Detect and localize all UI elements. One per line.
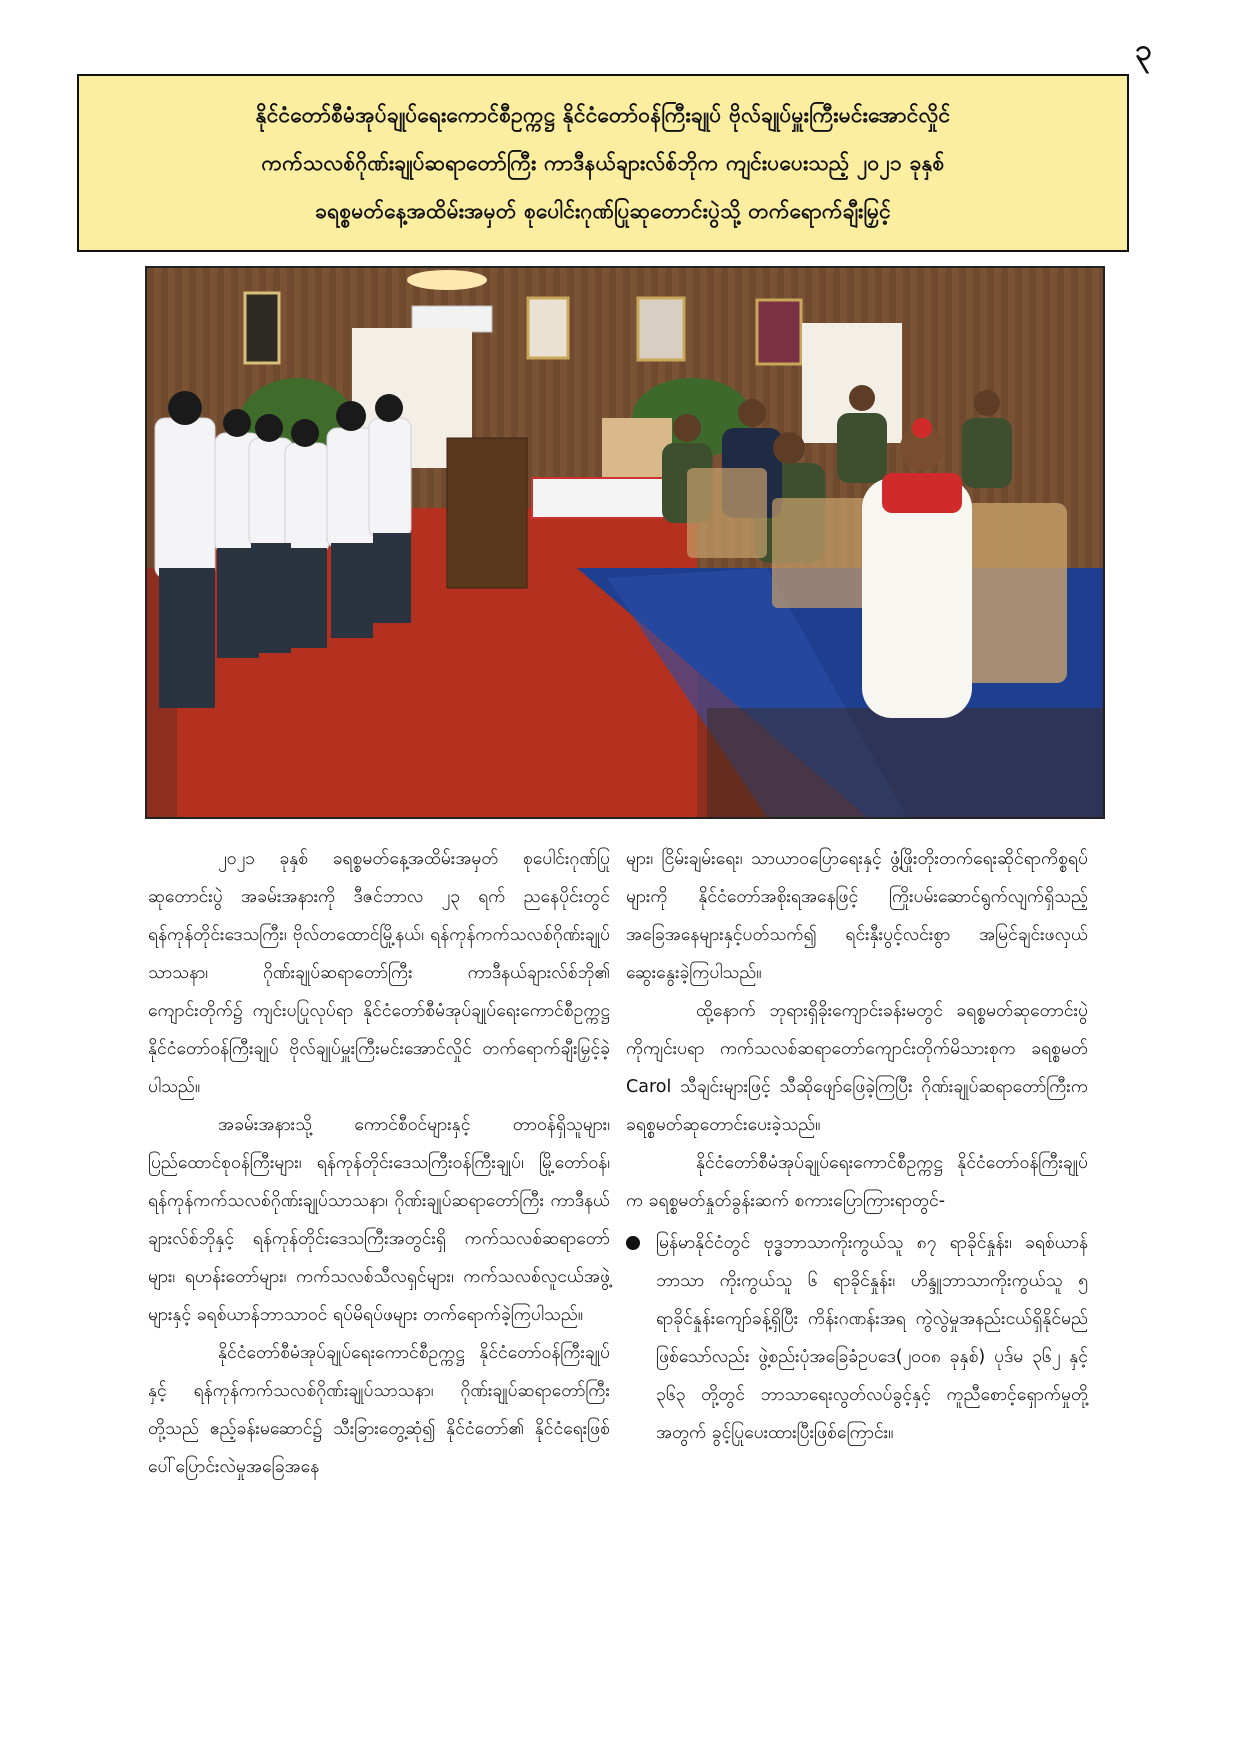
article-column-right [626, 840, 1088, 1452]
article-paragraph: ၂၀၂၁ ခုနှစ် ခရစ္စမတ်နေ့အထိမ်းအမှတ် စုပေါင်းဂုဏ်ပြုဆုတောင်းပွဲ အခမ်းအနားကို ဒီဇင်ဘာလ ၂၃ ရက် ညနေပိုင်းတွင် ရန်ကုန်တိုင်းဒေသကြီး၊ ဗိုလ်တထောင်မြို့နယ်၊ ရန်ကုန်ကက်သလစ်ဂိုဏ်းချုပ်သာသနာ၊ ဂိုဏ်းချုပ်ဆရာတော်ကြီး ကာဒီနယ်ချားလ်စ်ဘို၏ ကျောင်းတိုက်၌ ကျင်းပပြုလုပ်ရာ နိုင်ငံတော်စီမံအုပ်ချုပ်ရေးကောင်စီဥက္ကဋ္ဌ နိုင်ငံတော်ဝန်ကြီးချုပ် ဗိုလ်ချုပ်မှူးကြီးမင်းအောင်လှိုင် တက်ရောက်ချီးမြှင့်ခဲ့ပါသည်။ [148, 849, 610, 1097]
article-paragraph: နိုင်ငံတော်စီမံအုပ်ချုပ်ရေးကောင်စီဥက္ကဋ္ဌ နိုင်ငံတော်ဝန်ကြီးချုပ်က ခရစ္စမတ်နှုတ်ခွန်းဆက် စကားပြောကြားရာတွင်- [626, 1153, 1088, 1211]
headline-line-2: ကက်သလစ်ဂိုဏ်းချုပ်ဆရာတော်ကြီး ကာဒီနယ်ချားလ်စ်ဘိုက ကျင်းပပေးသည့် ၂၀၂၁ ခုနှစ် [261, 151, 945, 175]
headline-line-1: နိုင်ငံတော်စီမံအုပ်ချုပ်ရေးကောင်စီဥက္ကဋ္ဌ နိုင်ငံတော်ဝန်ကြီးချုပ် ဗိုလ်ချုပ်မှူးကြီးမင်းအောင်လှိုင် [255, 103, 951, 127]
article-paragraph: အခမ်းအနားသို့ ကောင်စီဝင်များနှင့် တာဝန်ရှိသူများ၊ ပြည်ထောင်စုဝန်ကြီးများ၊ ရန်ကုန်တိုင်းဒေသကြီးဝန်ကြီးချုပ်၊ မြို့တော်ဝန်၊ ရန်ကုန်ကက်သလစ်ဂိုဏ်းချုပ်သာသနာ၊ ဂိုဏ်းချုပ်ဆရာတော်ကြီး ကာဒီနယ်ချားလ်စ်ဘိုနှင့် ရန်ကုန်တိုင်းဒေသကြီးအတွင်းရှိ ကက်သလစ်ဆရာတော်များ၊ ရဟန်းတော်များ၊ ကက်သလစ်သီလရှင်များ၊ ကက်သလစ်လူငယ်အဖွဲ့များနှင့် ခရစ်ယာန်ဘာသာဝင် ရပ်မိရပ်ဖများ တက်ရောက်ခဲ့ကြပါသည်။ [148, 1115, 610, 1325]
article-paragraph: နိုင်ငံတော်စီမံအုပ်ချုပ်ရေးကောင်စီဥက္ကဋ္ဌ နိုင်ငံတော်ဝန်ကြီးချုပ်နှင့် ရန်ကုန်ကက်သလစ်ဂိုဏ်းချုပ်သာသနာ၊ ဂိုဏ်းချုပ်ဆရာတော်ကြီးတို့သည် ဧည့်ခန်းမဆောင်၌ သီးခြားတွေ့ဆုံ၍ နိုင်ငံတော်၏ နိုင်ငံရေးဖြစ်ပေါ်ပြောင်းလဲမှုအခြေအနေ [148, 1343, 610, 1477]
bullet-text: မြန်မာနိုင်ငံတွင် ဗုဒ္ဓဘာသာကိုးကွယ်သူ ၈၇ ရာခိုင်နှုန်း၊ ခရစ်ယာန်ဘာသာ ကိုးကွယ်သူ ၆ ရာခိုင်နှုန်း၊ ဟိန္ဒူဘာသာကိုးကွယ်သူ ၅ ရာခိုင်နှုန်းကျော်ခန့်ရှိပြီး ကိန်းဂဏန်းအရ ကွဲလွဲမှုအနည်းငယ်ရှိနိုင်မည်ဖြစ်သော်လည်း ဖွဲ့စည်းပုံအခြေခံဥပဒေ(၂၀၀၈ ခုနှစ်) ပုဒ်မ ၃၆၂ နှင့် ၃၆၃ တို့တွင် ဘာသာရေးလွတ်လပ်ခွင့်နှင့် ကူညီစောင့်ရှောက်မှုတို့အတွက် ခွင့်ပြုပေးထားပြီးဖြစ်ကြောင်း။ [656, 1233, 1088, 1443]
event-photo [145, 266, 1105, 819]
bullet-dot-icon [626, 1236, 640, 1250]
article-paragraph: ထို့နောက် ဘုရားရှိခိုးကျောင်းခန်းမတွင် ခရစ္စမတ်ဆုတောင်းပွဲကိုကျင်းပရာ ကက်သလစ်ဆရာတော်ကျောင်းတိုက်မိသားစုက ခရစ္စမတ် Carol သီချင်းများဖြင့် သီဆိုဖျော်ဖြေခဲ့ကြပြီး ဂိုဏ်းချုပ်ဆရာတော်ကြီးက ခရစ္စမတ်ဆုတောင်းပေးခဲ့သည်။ [626, 1001, 1088, 1135]
article-paragraph: များ၊ ငြိမ်းချမ်းရေး၊ သာယာဝပြောရေးနှင့် ဖွံ့ဖြိုးတိုးတက်ရေးဆိုင်ရာကိစ္စရပ်များကို နိုင်ငံတော်အစိုးရအနေဖြင့် ကြိုးပမ်းဆောင်ရွက်လျက်ရှိသည့် အခြေအနေများနှင့်ပတ်သက်၍ ရင်းနှီးပွင့်လင်းစွာ အမြင်ချင်းဖလှယ်ဆွေးနွေးခဲ့ကြပါသည်။ [626, 849, 1088, 983]
article-column-left [148, 840, 610, 1486]
headline-line-3: ခရစ္စမတ်နေ့အထိမ်းအမှတ် စုပေါင်းဂုဏ်ပြုဆုတောင်းပွဲသို့ တက်ရောက်ချီးမြှင့် [315, 199, 891, 223]
page-number: ၃ [1135, 33, 1152, 68]
headline-box [77, 74, 1129, 252]
bullet-list-item [626, 1224, 1088, 1452]
